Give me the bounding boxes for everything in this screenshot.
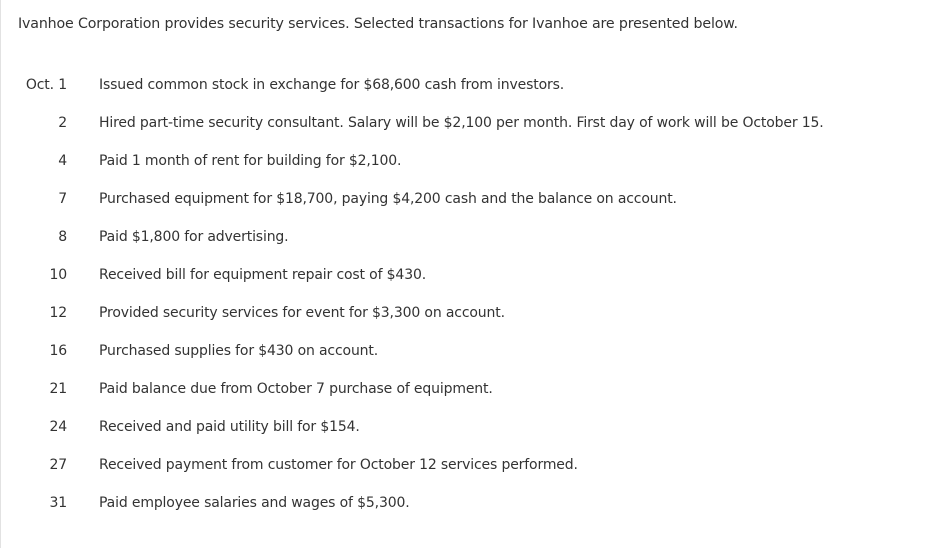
transaction-date: 24 xyxy=(49,419,67,435)
intro-text: Ivanhoe Corporation provides security services. Selected transactions for Ivanhoe are presented below. xyxy=(18,16,738,32)
transaction-description: Received payment from customer for October 12 services performed. xyxy=(99,457,578,473)
transaction-row xyxy=(1,408,929,446)
transaction-row xyxy=(1,180,929,218)
transaction-row xyxy=(1,446,929,484)
transaction-date: 31 xyxy=(49,495,67,511)
transaction-date: Oct. 1 xyxy=(25,77,67,93)
transaction-row xyxy=(1,294,929,332)
transaction-description: Issued common stock in exchange for $68,600 cash from investors. xyxy=(99,77,565,93)
transaction-row xyxy=(1,370,929,408)
transaction-description: Received bill for equipment repair cost of $430. xyxy=(99,267,427,283)
transaction-date: 16 xyxy=(49,343,67,359)
transaction-row xyxy=(1,218,929,256)
transaction-description: Paid balance due from October 7 purchase of equipment. xyxy=(99,381,493,397)
transaction-row xyxy=(1,66,929,104)
transaction-date: 4 xyxy=(58,153,67,169)
transaction-row xyxy=(1,484,929,522)
transaction-description: Hired part-time security consultant. Salary will be $2,100 per month. First day of work will be October 15. xyxy=(99,115,824,131)
transaction-date: 10 xyxy=(49,267,67,283)
transaction-description: Paid employee salaries and wages of $5,300. xyxy=(99,495,410,511)
transaction-date: 27 xyxy=(49,457,67,473)
transaction-row xyxy=(1,332,929,370)
transaction-list xyxy=(1,66,929,522)
transaction-description: Paid $1,800 for advertising. xyxy=(99,229,289,245)
transaction-date: 7 xyxy=(58,191,67,207)
transaction-description: Purchased equipment for $18,700, paying $4,200 cash and the balance on account. xyxy=(99,191,677,207)
transaction-date: 8 xyxy=(58,229,67,245)
transaction-description: Purchased supplies for $430 on account. xyxy=(99,343,379,359)
transaction-date: 12 xyxy=(49,305,67,321)
transaction-row xyxy=(1,256,929,294)
transaction-description: Provided security services for event for $3,300 on account. xyxy=(99,305,505,321)
transaction-date: 21 xyxy=(49,381,67,397)
transaction-date: 2 xyxy=(58,115,67,131)
transaction-row xyxy=(1,142,929,180)
transaction-description: Received and paid utility bill for $154. xyxy=(99,419,360,435)
transaction-row xyxy=(1,104,929,142)
transaction-description: Paid 1 month of rent for building for $2,100. xyxy=(99,153,402,169)
